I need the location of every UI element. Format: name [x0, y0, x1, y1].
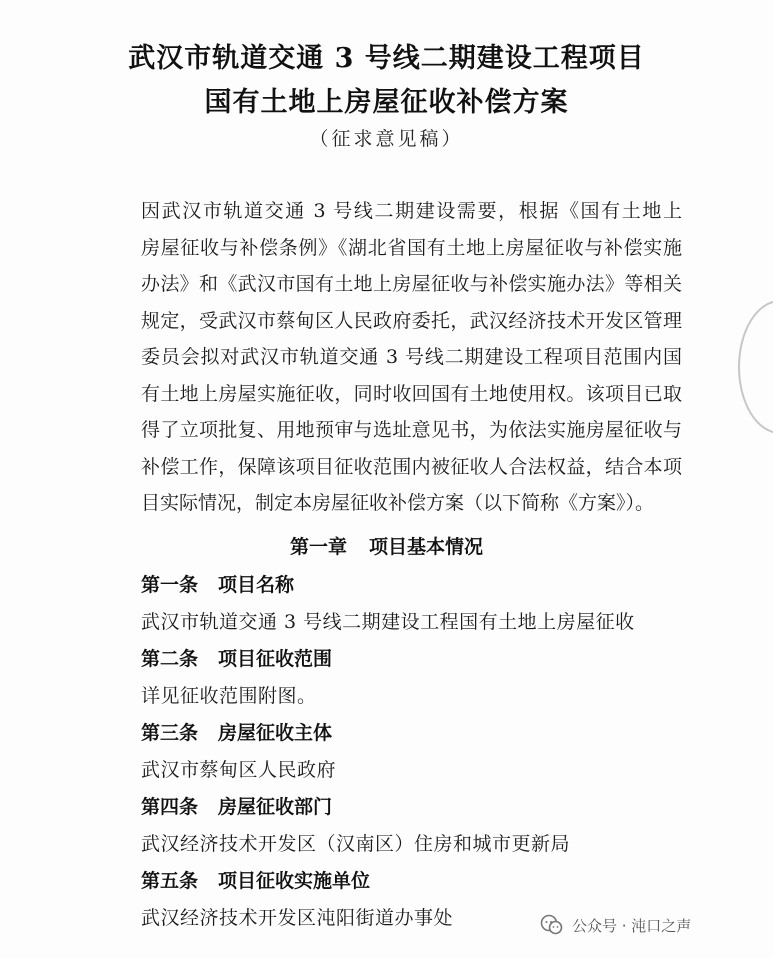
article-title: 项目征收范围 — [218, 648, 333, 670]
article-1-heading — [141, 570, 294, 597]
watermark-label: 公众号 · 沌口之声 — [572, 916, 692, 935]
article-number: 第三条 — [141, 722, 199, 744]
watermark-badge — [540, 912, 691, 938]
intro-line: 有土地上房屋实施征收，同时收回国有土地使用权。该项目已取 — [141, 382, 682, 405]
document-subtitle: （征求意见稿） — [309, 128, 464, 150]
intro-line: 委员会拟对武汉市轨道交通 3 号线二期建设工程项目范围内国 — [141, 346, 682, 368]
intro-line: 因武汉市轨道交通 3 号线二期建设需要，根据《国有土地上 — [141, 200, 682, 222]
article-5-heading — [141, 866, 370, 893]
intro-line: 目实际情况，制定本房屋征收补偿方案（以下简称《方案》）。 — [141, 492, 655, 514]
intro-line: 办法》和《武汉市国有土地上房屋征收与补偿实施办法》等相关 — [141, 273, 682, 295]
article-title: 项目征收实施单位 — [218, 870, 371, 892]
article-4-body: 武汉经济技术开发区（汉南区）住房和城市更新局 — [141, 833, 571, 855]
article-title: 房屋征收部门 — [218, 796, 333, 818]
chapter-title: 项目基本情况 — [369, 536, 484, 558]
seal-stamp-edge — [738, 300, 773, 434]
article-4-heading — [141, 792, 332, 819]
article-1-body: 武汉市轨道交通 3 号线二期建设工程国有土地上房屋征收 — [141, 611, 635, 633]
article-2-heading — [141, 644, 332, 671]
article-number: 第二条 — [141, 648, 199, 670]
article-title: 项目名称 — [218, 574, 295, 596]
document-title-line1: 武汉市轨道交通 3 号线二期建设工程项目 — [128, 43, 645, 74]
intro-line: 补偿工作，保障该项目征收范围内被征收人合法权益，结合本项 — [141, 455, 682, 478]
article-title: 房屋征收主体 — [218, 722, 333, 744]
chapter-heading — [0, 532, 773, 559]
article-number: 第一条 — [141, 574, 199, 596]
article-5-body: 武汉经济技术开发区沌阳街道办事处 — [141, 907, 454, 929]
chapter-number: 第一章 — [289, 536, 347, 558]
intro-line: 得了立项批复、用地预审与选址意见书，为依法实施房屋征收与 — [141, 419, 682, 441]
intro-line: 房屋征收与补偿条例》《湖北省国有土地上房屋征收与补偿实施 — [141, 236, 682, 259]
article-number: 第五条 — [141, 870, 199, 892]
intro-line: 规定，受武汉市蔡甸区人民政府委托，武汉经济技术开发区管理 — [141, 309, 682, 332]
wechat-official-account-icon — [540, 914, 564, 936]
article-number: 第四条 — [141, 796, 199, 818]
article-3-body: 武汉市蔡甸区人民政府 — [141, 759, 337, 781]
article-3-heading — [141, 718, 332, 745]
article-2-body: 详见征收范围附图。 — [141, 685, 317, 707]
document-title-line2: 国有土地上房屋征收补偿方案 — [204, 87, 569, 118]
